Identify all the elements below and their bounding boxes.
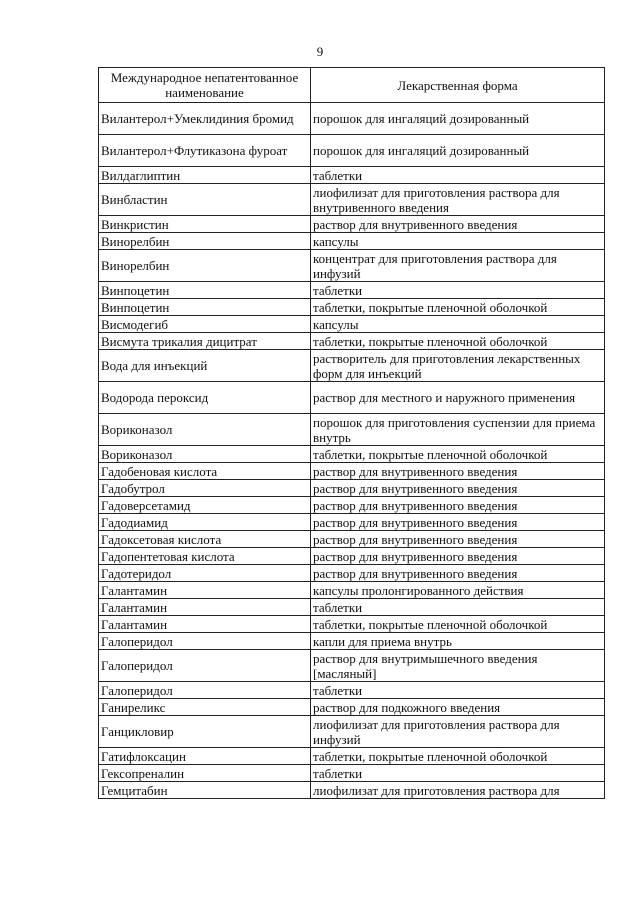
dosage-form-cell: раствор для внутривенного введения [311,463,605,480]
drug-name-cell: Висмодегиб [99,316,311,333]
dosage-form-cell: порошок для приготовления суспензии для приема внутрь [311,414,605,446]
table-row [99,633,605,650]
table-row [99,548,605,565]
table-row [99,782,605,799]
dosage-form-cell: лиофилизат для приготовления раствора для инфузий [311,716,605,748]
drug-name-cell: Вилантерол+Умеклидиния бромид [99,103,311,135]
table-row [99,699,605,716]
table-row [99,682,605,699]
dosage-form-cell: капсулы [311,233,605,250]
drug-name-cell: Гадобеновая кислота [99,463,311,480]
header-row [99,68,605,103]
header-dosage-form: Лекарственная форма [311,68,605,103]
page-number: 9 [316,44,324,59]
table-row [99,216,605,233]
table-row [99,350,605,382]
table-row [99,446,605,463]
dosage-form-cell: порошок для ингаляций дозированный [311,103,605,135]
dosage-form-cell: таблетки, покрытые пленочной оболочкой [311,748,605,765]
dosage-form-cell: раствор для подкожного введения [311,699,605,716]
dosage-form-cell: раствор для местного и наружного применения [311,382,605,414]
dosage-form-cell: растворитель для приготовления лекарственных форм для инъекций [311,350,605,382]
table-row [99,184,605,216]
table-row [99,233,605,250]
dosage-form-cell: таблетки [311,282,605,299]
dosage-form-cell: таблетки, покрытые пленочной оболочкой [311,299,605,316]
table-row [99,333,605,350]
drug-name-cell: Галантамин [99,599,311,616]
table-row [99,765,605,782]
drug-name-cell: Гемцитабин [99,782,311,799]
dosage-form-cell: капсулы пролонгированного действия [311,582,605,599]
table-row [99,282,605,299]
drug-name-cell: Вода для инъекций [99,350,311,382]
header-international-name: Международное непатентованное наименование [99,68,311,103]
table-row [99,514,605,531]
table-row [99,582,605,599]
drug-name-cell: Вилдаглиптин [99,167,311,184]
drug-name-cell: Винпоцетин [99,299,311,316]
table-row [99,103,605,135]
drug-table [98,67,605,799]
dosage-form-cell: таблетки [311,167,605,184]
drug-name-cell: Висмута трикалия дицитрат [99,333,311,350]
table-row [99,135,605,167]
dosage-form-cell: раствор для внутримышечного введения [масляный] [311,650,605,682]
table-row [99,382,605,414]
table-row [99,463,605,480]
drug-name-cell: Вориконазол [99,446,311,463]
dosage-form-cell: капсулы [311,316,605,333]
dosage-form-cell: раствор для внутривенного введения [311,514,605,531]
drug-name-cell: Гадоверсетамид [99,497,311,514]
drug-name-cell: Гатифлоксацин [99,748,311,765]
dosage-form-cell: таблетки [311,682,605,699]
table-row [99,167,605,184]
table-body [99,103,605,799]
dosage-form-cell: раствор для внутривенного введения [311,548,605,565]
dosage-form-cell: таблетки [311,765,605,782]
dosage-form-cell: раствор для внутривенного введения [311,480,605,497]
drug-name-cell: Гадоксетовая кислота [99,531,311,548]
dosage-form-cell: лиофилизат для приготовления раствора для внутривенного введения [311,184,605,216]
dosage-form-cell: таблетки [311,599,605,616]
drug-name-cell: Гадобутрол [99,480,311,497]
table-row [99,316,605,333]
table-header [99,68,605,103]
table-row [99,497,605,514]
dosage-form-cell: порошок для ингаляций дозированный [311,135,605,167]
drug-name-cell: Винорелбин [99,250,311,282]
table-row [99,250,605,282]
dosage-form-cell: капли для приема внутрь [311,633,605,650]
dosage-form-cell: лиофилизат для приготовления раствора для [311,782,605,799]
table-row [99,565,605,582]
dosage-form-cell: таблетки, покрытые пленочной оболочкой [311,333,605,350]
table-row [99,650,605,682]
drug-name-cell: Ганиреликс [99,699,311,716]
drug-name-cell: Галоперидол [99,633,311,650]
table-row [99,748,605,765]
drug-name-cell: Винбластин [99,184,311,216]
drug-name-cell: Галоперидол [99,682,311,699]
drug-name-cell: Гадодиамид [99,514,311,531]
drug-name-cell: Гадопентетовая кислота [99,548,311,565]
table-row [99,531,605,548]
dosage-form-cell: раствор для внутривенного введения [311,216,605,233]
drug-name-cell: Винорелбин [99,233,311,250]
drug-name-cell: Винпоцетин [99,282,311,299]
drug-name-cell: Галоперидол [99,650,311,682]
drug-name-cell: Галантамин [99,582,311,599]
dosage-form-cell: таблетки, покрытые пленочной оболочкой [311,446,605,463]
drug-name-cell: Винкристин [99,216,311,233]
drug-name-cell: Вилантерол+Флутиказона фуроат [99,135,311,167]
drug-name-cell: Ганцикловир [99,716,311,748]
dosage-form-cell: раствор для внутривенного введения [311,497,605,514]
dosage-form-cell: таблетки, покрытые пленочной оболочкой [311,616,605,633]
dosage-form-cell: раствор для внутривенного введения [311,565,605,582]
table-row [99,716,605,748]
drug-name-cell: Водорода пероксид [99,382,311,414]
table-row [99,299,605,316]
table-row [99,599,605,616]
drug-name-cell: Вориконазол [99,414,311,446]
table-row [99,480,605,497]
table-row [99,414,605,446]
dosage-form-cell: раствор для внутривенного введения [311,531,605,548]
table-row [99,616,605,633]
drug-name-cell: Галантамин [99,616,311,633]
drug-name-cell: Гадотеридол [99,565,311,582]
drug-name-cell: Гексопреналин [99,765,311,782]
dosage-form-cell: концентрат для приготовления раствора для инфузий [311,250,605,282]
